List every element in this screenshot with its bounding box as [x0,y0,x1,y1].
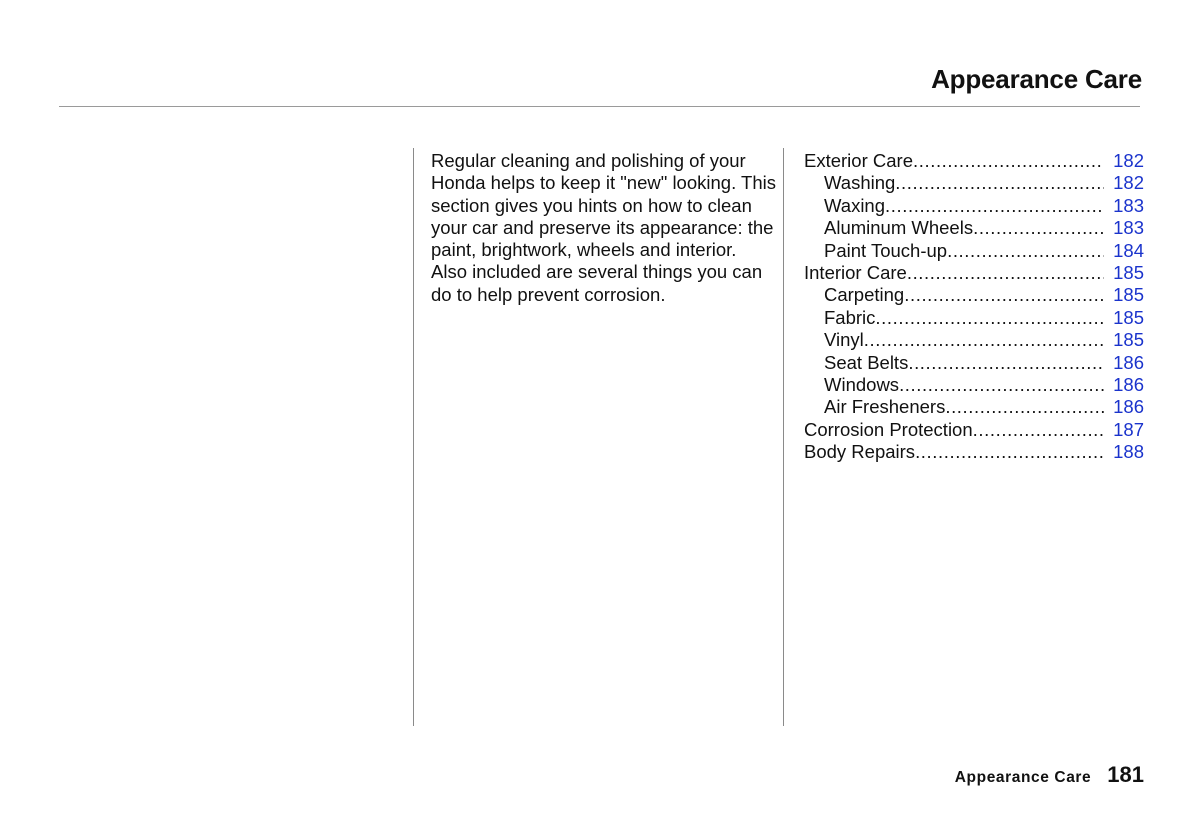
toc-page-link[interactable]: 186 [1113,351,1144,373]
toc-entry-exterior-care[interactable] [804,150,1144,172]
section-intro-text: Regular cleaning and polishing of your Honda helps to keep it "new" looking. This section gives you hints on how to clean your car and preserve its appearance: the paint, brightwork, wheels and interior. Also included are several things you can do to help prevent corrosion. [431,150,776,305]
toc-dot-leader [915,441,1104,463]
toc-entry-label: Interior Care [804,261,907,283]
toc-page-link[interactable]: 186 [1113,396,1144,418]
toc-page-link[interactable]: 182 [1113,150,1144,171]
toc-entry-label: Vinyl [824,329,864,351]
toc-entry-label: Carpeting [824,284,905,306]
toc-dot-leader [973,217,1104,239]
footer-page-number: 181 [1107,762,1144,787]
toc-entry-label: Corrosion Protection [804,418,973,440]
toc-dot-leader [864,329,1104,351]
toc-entry-body-repairs[interactable] [804,441,1144,463]
table-of-contents [804,150,1144,463]
toc-page-link[interactable]: 185 [1113,261,1144,283]
toc-entry-air-fresheners[interactable] [804,396,1144,418]
toc-entry-label: Air Fresheners [824,396,946,418]
toc-entry-label: Body Repairs [804,441,916,463]
column-divider-right [783,148,784,726]
toc-page-link[interactable]: 187 [1113,418,1144,440]
toc-page-link[interactable]: 185 [1113,284,1144,306]
toc-entry-corrosion-protection[interactable] [804,419,1144,441]
footer-section-name: Appearance Care [954,769,1092,786]
toc-entry-label: Aluminum Wheels [824,217,974,239]
toc-entry-fabric[interactable] [804,307,1144,329]
toc-dot-leader [904,284,1104,306]
toc-entry-vinyl[interactable] [804,329,1144,351]
toc-entry-waxing[interactable] [804,195,1144,217]
toc-dot-leader [899,374,1104,396]
toc-page-link[interactable]: 183 [1113,217,1144,239]
toc-page-link[interactable]: 183 [1113,194,1144,216]
toc-entry-windows[interactable] [804,374,1144,396]
toc-dot-leader [875,307,1104,329]
toc-entry-label: Windows [824,373,900,395]
toc-page-link[interactable]: 185 [1113,306,1144,328]
toc-dot-leader [908,352,1104,374]
toc-entry-seat-belts[interactable] [804,352,1144,374]
toc-page-link[interactable]: 184 [1113,239,1144,261]
toc-page-link[interactable]: 185 [1113,329,1144,351]
page-title: Appearance Care [931,64,1142,94]
toc-entry-label: Washing [824,172,896,194]
toc-entry-interior-care[interactable] [804,262,1144,284]
toc-page-link[interactable]: 186 [1113,373,1144,395]
toc-entry-label: Waxing [824,194,886,216]
toc-entry-label: Exterior Care [804,150,913,171]
toc-dot-leader [973,419,1104,441]
page-footer [955,762,1144,788]
toc-entry-label: Fabric [824,306,876,328]
toc-entry-carpeting[interactable] [804,284,1144,306]
toc-dot-leader [885,195,1104,217]
toc-entry-aluminum-wheels[interactable] [804,217,1144,239]
toc-entry-label: Seat Belts [824,351,909,373]
toc-dot-leader [913,150,1104,172]
toc-dot-leader [947,240,1104,262]
toc-page-link[interactable]: 188 [1113,441,1144,463]
toc-dot-leader [907,262,1104,284]
toc-dot-leader [895,172,1104,194]
toc-page-link[interactable]: 182 [1113,172,1144,194]
toc-entry-washing[interactable] [804,172,1144,194]
column-divider-left [413,148,414,726]
toc-entry-label: Paint Touch-up [824,239,948,261]
toc-entry-paint-touch-up[interactable] [804,240,1144,262]
title-divider [59,106,1140,107]
toc-dot-leader [945,396,1104,418]
